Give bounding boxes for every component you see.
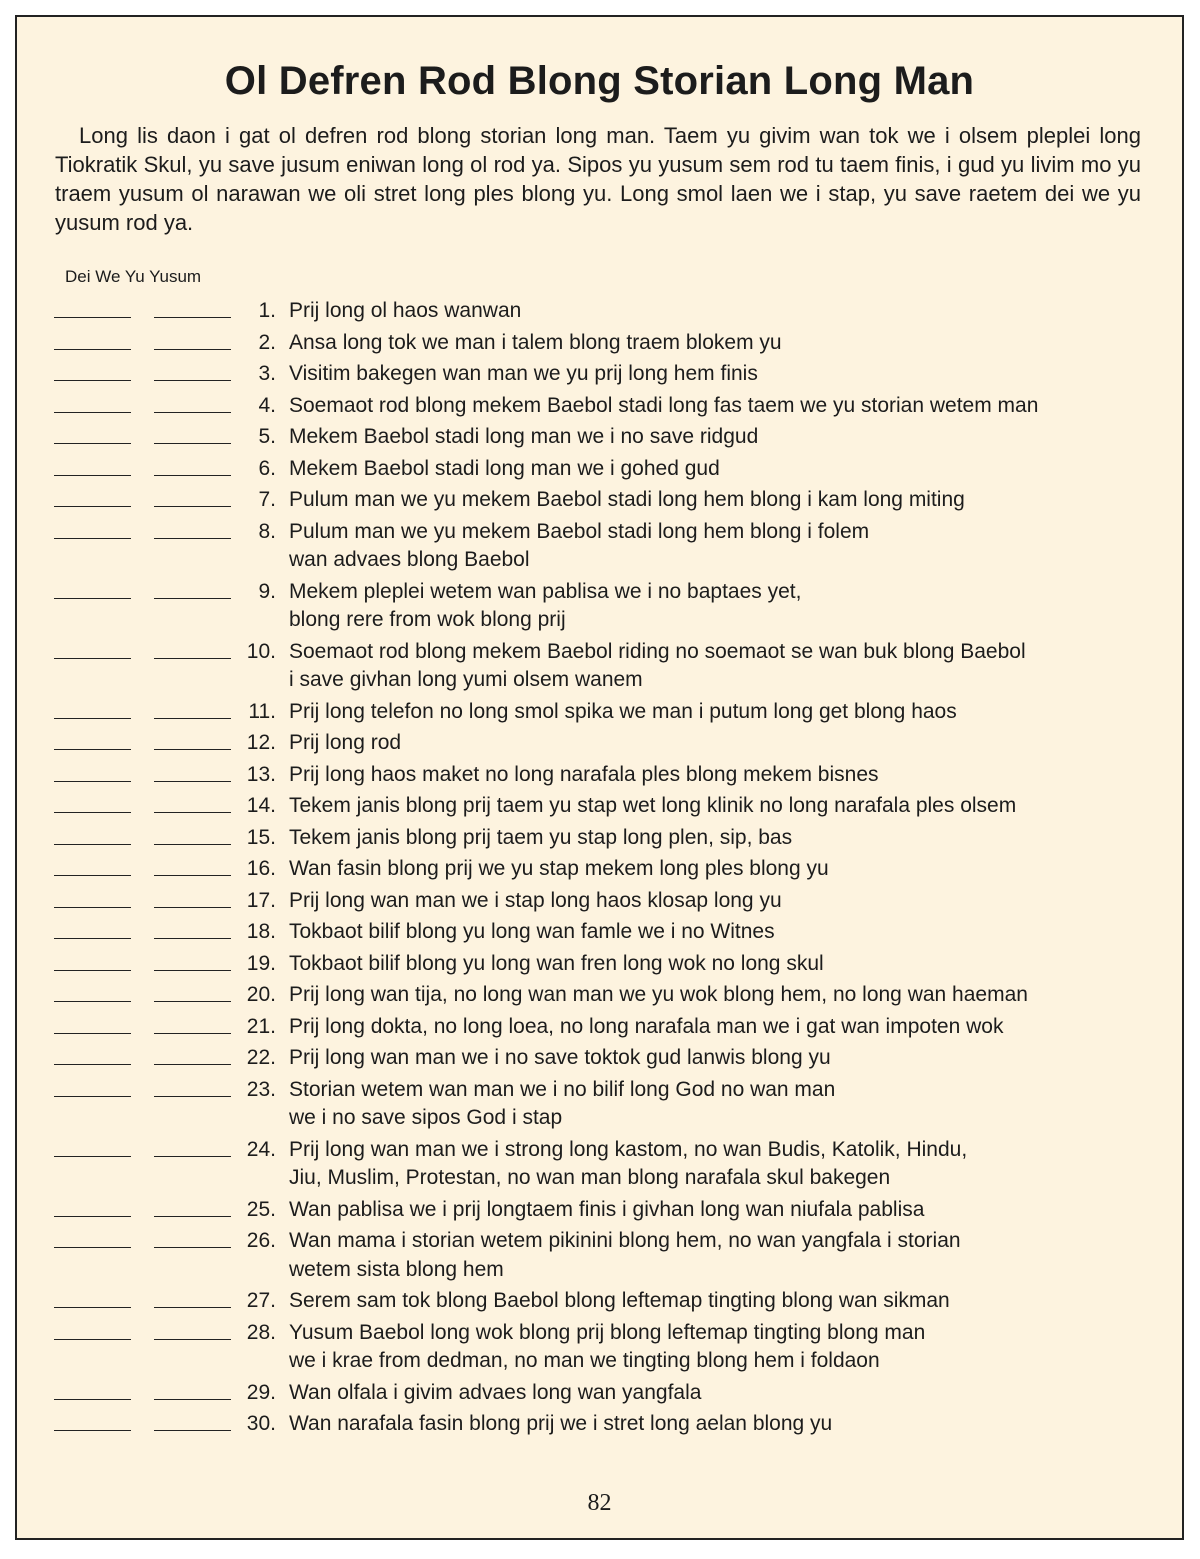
list-item [17, 360, 1182, 389]
item-text: Wan mama i storian wetem pikinini blong hem, no wan yangfala i storian [289, 1229, 961, 1252]
item-text: wetem sista blong hem [289, 1257, 504, 1281]
date-blank-first[interactable] [54, 1379, 131, 1400]
date-blank-first[interactable] [54, 297, 131, 318]
date-blank-first[interactable] [54, 1410, 131, 1431]
item-text: Prij long dokta, no long loea, no long narafala man we i gat wan impoten wok [289, 1014, 1004, 1038]
item-text: Wan olfala i givim advaes long wan yangfala [289, 1380, 702, 1404]
date-blank-first[interactable] [54, 1287, 131, 1308]
list-item [17, 729, 1182, 758]
list-item [17, 329, 1182, 358]
date-blank-first[interactable] [54, 698, 131, 719]
item-text: Storian wetem wan man we i no bilif long God no wan man [289, 1077, 836, 1101]
item-number: 24. [246, 1137, 276, 1161]
list-item [17, 1044, 1182, 1073]
date-blank-first[interactable] [54, 1136, 131, 1157]
list-item [17, 1287, 1182, 1316]
item-number: 14. [246, 794, 276, 817]
item-number: 23. [246, 1077, 276, 1101]
date-blank-second[interactable] [154, 918, 231, 939]
list-item [17, 423, 1182, 452]
list-item [17, 855, 1182, 884]
date-blank-second[interactable] [154, 486, 231, 507]
list-item [17, 297, 1182, 326]
date-blank-second[interactable] [154, 1076, 231, 1097]
list-item [17, 1319, 1182, 1372]
date-blank-first[interactable] [54, 638, 131, 659]
list-item [17, 761, 1182, 790]
list-item [17, 1410, 1182, 1439]
item-text: Prij long rod [289, 731, 402, 754]
date-blank-second[interactable] [154, 792, 231, 813]
date-blank-second[interactable] [154, 455, 231, 476]
item-number: 5. [258, 425, 276, 448]
date-blank-first[interactable] [54, 950, 131, 971]
date-blank-first[interactable] [54, 1076, 131, 1097]
item-text: Tekem janis blong prij taem yu stap wet long klinik no long narafala ples olsem [289, 794, 1017, 817]
date-blank-first[interactable] [54, 887, 131, 908]
date-blank-first[interactable] [54, 981, 131, 1002]
page-number: 82 [587, 1490, 612, 1516]
item-text: Serem sam tok blong Baebol blong leftemap tingting blong wan sikman [289, 1289, 950, 1312]
item-text: Prij long wan man we i stap long haos klosap long yu [289, 888, 782, 912]
item-number: 10. [246, 639, 276, 663]
worksheet-page [15, 15, 1184, 1540]
date-blank-first[interactable] [54, 392, 131, 413]
item-text: wan advaes blong Baebol [289, 548, 530, 571]
list-item [17, 1013, 1182, 1042]
item-number: 1. [258, 299, 276, 322]
date-blank-second[interactable] [154, 1410, 231, 1431]
date-blank-first[interactable] [54, 1013, 131, 1034]
date-blank-first[interactable] [54, 729, 131, 750]
item-text: we i no save sipos God i stap [289, 1106, 563, 1129]
list-item [17, 918, 1182, 947]
date-blank-second[interactable] [154, 1227, 231, 1248]
item-text: Soemaot rod blong mekem Baebol stadi long fas taem we yu storian wetem man [289, 393, 1039, 417]
item-text: i save givhan long yumi olsem wanem [289, 668, 643, 691]
date-blank-first[interactable] [54, 761, 131, 782]
date-blank-second[interactable] [154, 1136, 231, 1157]
date-blank-first[interactable] [54, 792, 131, 813]
date-blank-second[interactable] [154, 824, 231, 845]
item-text: Visitim bakegen wan man we yu prij long hem finis [289, 362, 758, 385]
item-number: 26. [246, 1229, 276, 1252]
item-text: Wan fasin blong prij we yu stap mekem long ples blong yu [289, 857, 829, 880]
date-blank-first[interactable] [54, 1196, 131, 1217]
list-item [17, 392, 1182, 421]
date-blank-second[interactable] [154, 761, 231, 782]
item-text: Tokbaot bilif blong yu long wan famle we i no Witnes [289, 920, 775, 943]
item-number: 25. [246, 1197, 276, 1221]
date-blank-second[interactable] [154, 297, 231, 318]
column-label: Dei We Yu Yusum [65, 267, 202, 286]
date-blank-first[interactable] [54, 423, 131, 444]
item-text: Prij long telefon no long smol spika we man i putum long get blong haos [289, 699, 957, 723]
date-blank-second[interactable] [154, 1379, 231, 1400]
date-blank-first[interactable] [54, 1227, 131, 1248]
date-blank-first[interactable] [54, 360, 131, 381]
item-text: Tekem janis blong prij taem yu stap long plen, sip, bas [289, 825, 793, 849]
item-text: Soemaot rod blong mekem Baebol riding no soemaot se wan buk blong Baebol [289, 639, 1026, 663]
date-blank-second[interactable] [154, 1044, 231, 1065]
date-blank-second[interactable] [154, 518, 231, 539]
list-item [17, 824, 1182, 853]
list-item [17, 981, 1182, 1010]
date-blank-first[interactable] [54, 329, 131, 350]
intro-paragraph: Long lis daon i gat ol defren rod blong storian long man. Taem yu givim wan tok we i olsem pleplei long Tiokratik Skul, yu save jusum eniwan long ol rod ya. Sipos yu yusum sem rod tu taem finis, i gud yu livim mo yu traem yusum ol narawan we oli stret long ples blong yu. Long smol laen we i stap, yu save raetem dei we yu yusum rod ya. [55, 123, 1141, 235]
date-blank-second[interactable] [154, 423, 231, 444]
item-text: Mekem pleplei wetem wan pablisa we i no baptaes yet, [289, 579, 802, 603]
item-number: 3. [258, 362, 276, 385]
page-title: Ol Defren Rod Blong Storian Long Man [224, 59, 975, 103]
list-item [17, 638, 1182, 691]
list-item [17, 578, 1182, 631]
item-text: we i krae from dedman, no man we tingting blong hem i foldaon [289, 1349, 880, 1372]
item-number: 18. [246, 920, 276, 943]
item-text: Pulum man we yu mekem Baebol stadi long hem blong i folem [289, 519, 870, 543]
date-blank-first[interactable] [54, 578, 131, 599]
item-number: 28. [246, 1320, 276, 1344]
date-blank-second[interactable] [154, 729, 231, 750]
item-text: Prij long haos maket no long narafala ples blong mekem bisnes [289, 762, 879, 786]
item-text: Wan pablisa we i prij longtaem finis i givhan long wan niufala pablisa [289, 1197, 925, 1221]
date-blank-first[interactable] [54, 824, 131, 845]
date-blank-first[interactable] [54, 486, 131, 507]
item-number: 27. [246, 1289, 276, 1312]
date-blank-second[interactable] [154, 981, 231, 1002]
date-blank-first[interactable] [54, 1044, 131, 1065]
item-number: 8. [258, 519, 276, 543]
list-item [17, 792, 1182, 821]
date-blank-second[interactable] [154, 329, 231, 350]
item-number: 13. [246, 762, 276, 786]
item-number: 11. [248, 699, 276, 723]
date-blank-second[interactable] [154, 578, 231, 599]
date-blank-second[interactable] [154, 1319, 231, 1340]
list-item [17, 1136, 1182, 1189]
date-blank-second[interactable] [154, 392, 231, 413]
date-blank-second[interactable] [154, 698, 231, 719]
item-number: 29. [246, 1380, 276, 1404]
list-item [17, 518, 1182, 571]
item-number: 2. [258, 330, 276, 354]
item-number: 15. [246, 825, 276, 849]
item-number: 20. [246, 983, 276, 1006]
item-text: Prij long wan man we i no save toktok gud lanwis blong yu [289, 1046, 831, 1069]
item-number: 16. [246, 857, 276, 880]
date-blank-second[interactable] [154, 1013, 231, 1034]
item-number: 22. [246, 1046, 276, 1069]
item-number: 4. [258, 393, 276, 417]
item-number: 6. [258, 456, 276, 480]
list-item [17, 1379, 1182, 1408]
item-number: 19. [246, 951, 276, 975]
item-text: Prij long ol haos wanwan [289, 299, 522, 322]
item-text: Jiu, Muslim, Protestan, no wan man blong narafala skul bakegen [289, 1166, 891, 1189]
list-item [17, 1076, 1182, 1129]
item-number: 12. [246, 731, 276, 754]
item-number: 30. [246, 1412, 276, 1435]
list-item [17, 1227, 1182, 1281]
list-item [17, 455, 1182, 484]
date-blank-first[interactable] [54, 518, 131, 539]
list-item [17, 486, 1182, 515]
item-text: Tokbaot bilif blong yu long wan fren long wok no long skul [289, 951, 824, 975]
list-item [17, 698, 1182, 727]
date-blank-second[interactable] [154, 950, 231, 971]
date-blank-second[interactable] [154, 638, 231, 659]
item-text: blong rere from wok blong prij [289, 608, 566, 631]
item-text: Prij long wan man we i strong long kastom, no wan Budis, Katolik, Hindu, [289, 1137, 968, 1161]
date-blank-second[interactable] [154, 1196, 231, 1217]
date-blank-second[interactable] [154, 855, 231, 876]
item-text: Yusum Baebol long wok blong prij blong leftemap tingting blong man [289, 1320, 926, 1344]
date-blank-second[interactable] [154, 887, 231, 908]
date-blank-first[interactable] [54, 1319, 131, 1340]
item-number: 9. [258, 579, 276, 603]
date-blank-second[interactable] [154, 1287, 231, 1308]
date-blank-first[interactable] [54, 455, 131, 476]
item-text: Prij long wan tija, no long wan man we yu wok blong hem, no long wan haeman [289, 983, 1028, 1006]
item-number: 21. [246, 1014, 276, 1038]
item-text: Mekem Baebol stadi long man we i gohed gud [289, 456, 720, 480]
item-number: 17. [246, 888, 276, 912]
list-item [17, 950, 1182, 979]
date-blank-first[interactable] [54, 918, 131, 939]
list-item [17, 887, 1182, 916]
item-text: Ansa long tok we man i talem blong traem blokem yu [289, 330, 782, 354]
item-text: Mekem Baebol stadi long man we i no save ridgud [289, 425, 759, 448]
item-text: Pulum man we yu mekem Baebol stadi long hem blong i kam long miting [289, 488, 965, 511]
item-text: Wan narafala fasin blong prij we i stret long aelan blong yu [289, 1412, 833, 1435]
date-blank-first[interactable] [54, 855, 131, 876]
list-item [17, 1196, 1182, 1225]
date-blank-second[interactable] [154, 360, 231, 381]
item-number: 7. [258, 488, 276, 511]
